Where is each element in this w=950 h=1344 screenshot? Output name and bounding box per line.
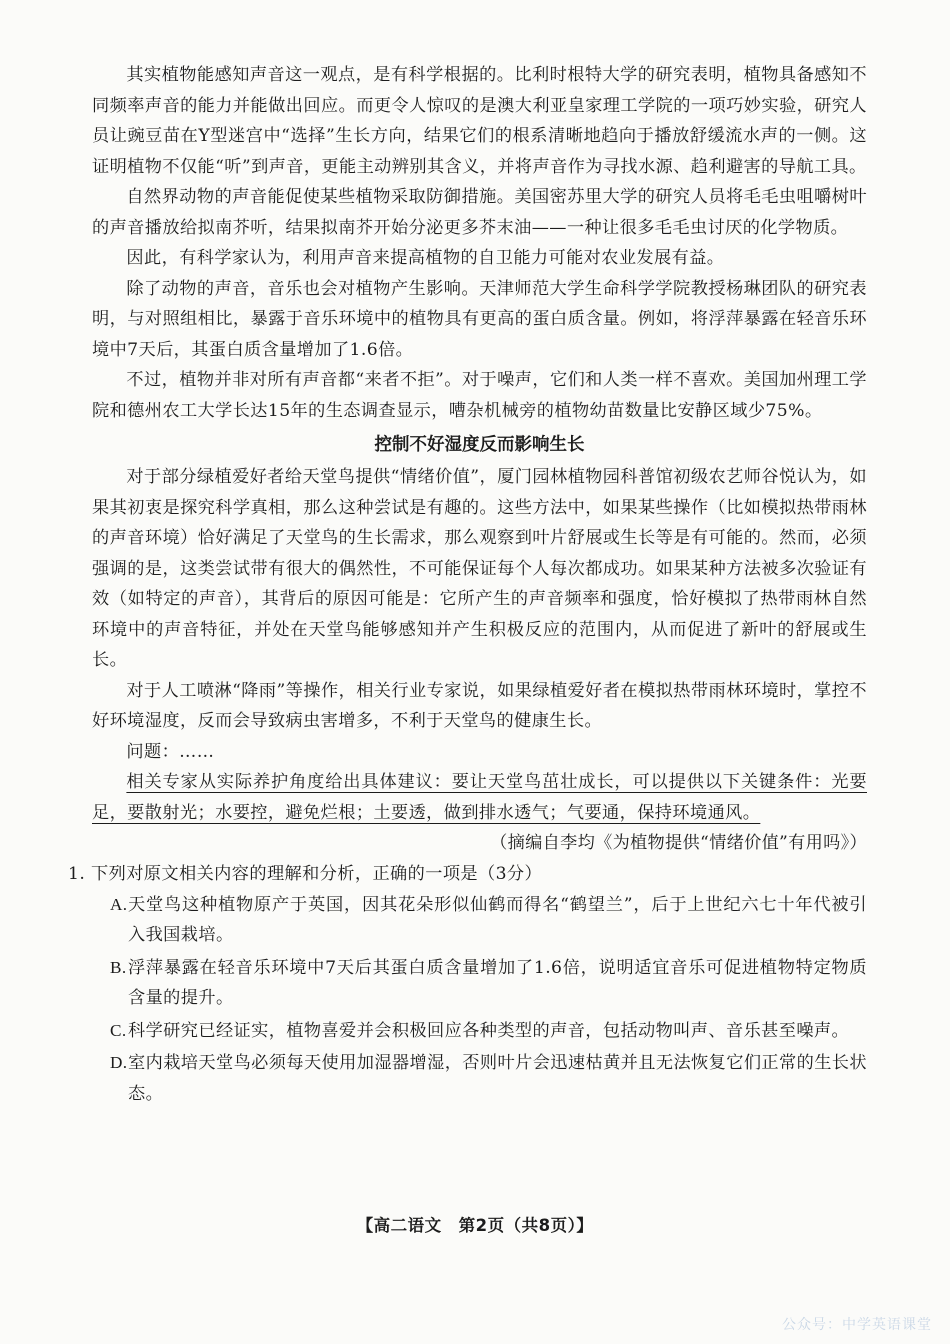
watermark: 公众号：中学英语课堂 <box>782 1317 932 1333</box>
paragraph: 自然界动物的声音能促使某些植物采取防御措施。美国密苏里大学的研究人员将毛毛虫咀嚼树叶的声音播放给拟南芥听，结果拟南芥开始分泌更多芥末油——一种让很多毛毛虫讨厌的化学物质。 <box>92 187 867 238</box>
option-d <box>110 1048 867 1109</box>
paragraph: 除了动物的声音，音乐也会对植物产生影响。天津师范大学生命科学学院教授杨琳团队的研究表明，与对照组相比，暴露于音乐环境中的植物具有更高的蛋白质含量。例如，将浮萍暴露在轻音乐环境中7天后，其蛋白质含量增加了1.6倍。 <box>92 278 867 360</box>
source-citation: （摘编自李均《为植物提供“情绪价值”有用吗》） <box>490 833 867 853</box>
section-heading: 控制不好湿度反而影响生长 <box>374 435 585 455</box>
option-b <box>110 953 867 1014</box>
option-letter: D. <box>110 1053 128 1072</box>
paragraph: 对于人工喷淋“降雨”等操作，相关行业专家说，如果绿植爱好者在模拟热带雨林环境时，掌控不好环境湿度，反而会导致病虫害增多，不利于天堂鸟的健康生长。 <box>92 680 867 731</box>
option-letter: A. <box>110 894 128 914</box>
paragraph: 不过，植物并非对所有声音都“来者不拒”。对于噪声，它们和人类一样不喜欢。美国加州理工学院和德州农工大学长达15年的生态调查显示，嘈杂机械旁的植物幼苗数量比安静区域少75%。 <box>92 370 867 421</box>
option-c <box>110 1016 867 1047</box>
page-footer: 【高二语文 第2页（共8页）】 <box>356 1216 594 1235</box>
paragraph: 因此，有科学家认为，利用声音来提高植物的自卫能力可能对农业发展有益。 <box>126 248 725 268</box>
question-block <box>68 859 867 1109</box>
option-text: 科学研究已经证实，植物喜爱并会积极回应各种类型的声音，包括动物叫声、音乐甚至噪声。 <box>128 1020 850 1041</box>
option-text: 室内栽培天堂鸟必须每天使用加湿器增湿，否则叶片会迅速枯黄并且无法恢复它们正常的生长状态。 <box>128 1053 867 1104</box>
document-body <box>68 60 867 1111</box>
option-letter: C. <box>110 1020 127 1040</box>
option-text: 浮萍暴露在轻音乐环境中7天后其蛋白质含量增加了1.6倍，说明适宜音乐可促进植物特定物质含量的提升。 <box>128 957 867 1008</box>
paragraph: 其实植物能感知声音这一观点，是有科学根据的。比利时根特大学的研究表明，植物具备感知不同频率声音的能力并能做出回应。而更令人惊叹的是澳大利亚皇家理工学院的一项巧妙实验，研究人员让豌豆苗在Y型迷宫中“选择”生长方向，结果它们的根系清晰地趋向于播放舒缓流水声的一侧。这证明植物不仅能“听”到声音，更能主动辨别其含义，并将声音作为寻找水源、趋利避害的导航工具。 <box>92 65 867 177</box>
option-letter: B. <box>110 957 127 977</box>
underlined-advice: 相关专家从实际养护角度给出具体建议：要让天堂鸟茁壮成长，可以提供以下关键条件：光要足，要散射光；水要控，避免烂根；土要透，做到排水透气；气要通，保持环境通风。 <box>92 772 867 823</box>
option-a <box>110 890 867 951</box>
paragraph: 对于部分绿植爱好者给天堂鸟提供“情绪价值”，厦门园林植物园科普馆初级农艺师谷悦认为，如果其初衷是探究科学真相，那么这种尝试是有趣的。这些方法中，如果某些操作（比如模拟热带雨林的声音环境）恰好满足了天堂鸟的生长需求，那么观察到叶片舒展或生长等是有可能的。然而，必须强调的是，这类尝试带有很大的偶然性，不可能保证每个人每次都成功。如果某种方法被多次验证有效（如特定的声音），其背后的原因可能是：它所产生的声音频率和强度，恰好模拟了热带雨林自然环境中的声音特征，并处在天堂鸟能够感知并产生积极反应的范围内，从而促进了新叶的舒展或生长。 <box>92 467 867 670</box>
question-placeholder: 问题：…… <box>126 741 215 762</box>
question-stem: 1. 下列对原文相关内容的理解和分析，正确的一项是（3分） <box>68 864 543 884</box>
option-text: 天堂鸟这种植物原产于英国，因其花朵形似仙鹤而得名“鹤望兰”，后于上世纪六七十年代被引入我国栽培。 <box>128 894 867 945</box>
